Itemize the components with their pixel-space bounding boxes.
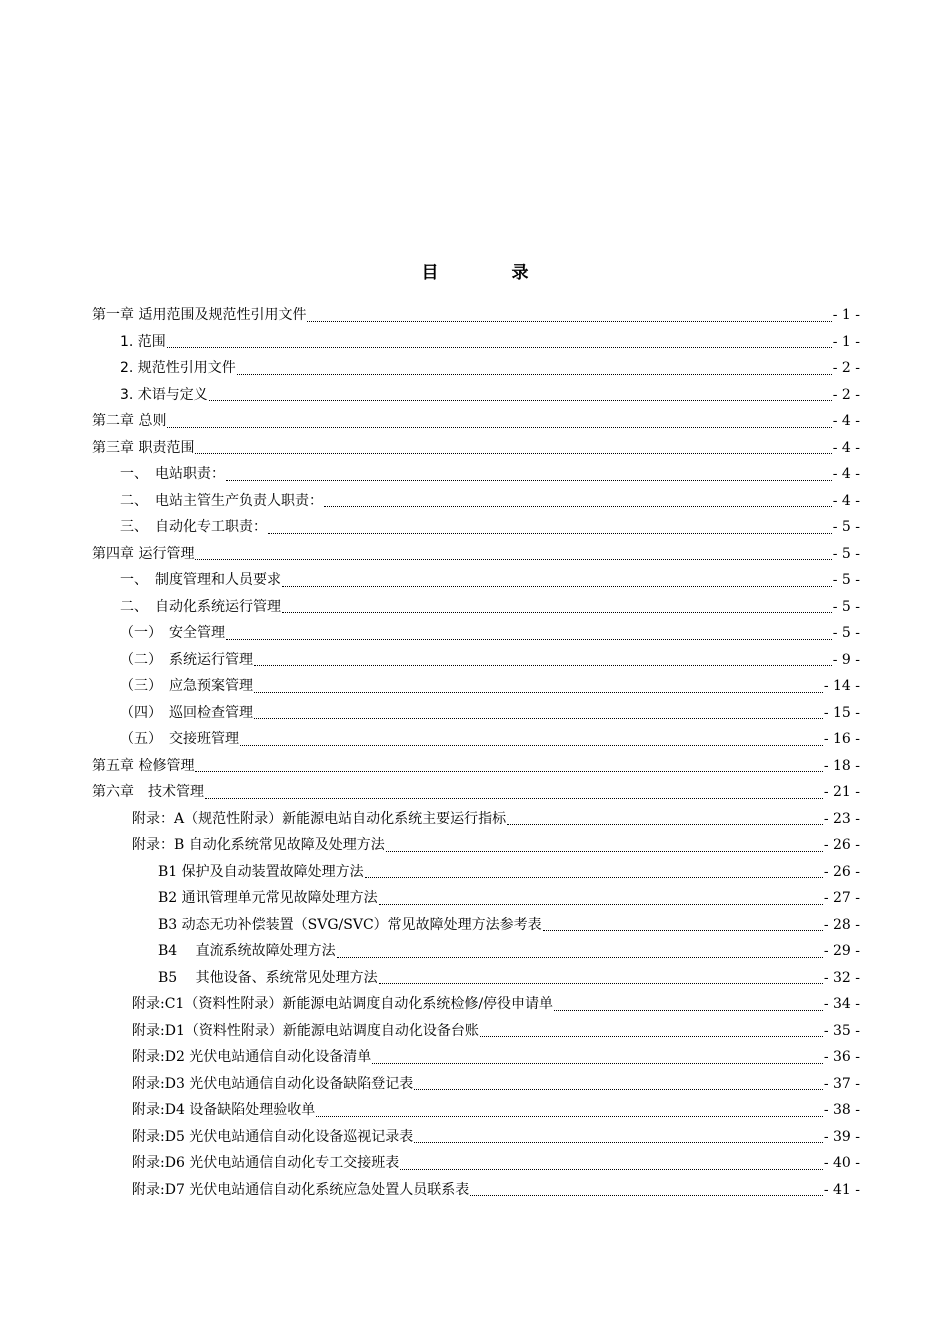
toc-entry-title bbox=[92, 408, 166, 434]
toc-entry-title bbox=[132, 1044, 371, 1070]
toc-entry-label: 第四章 运行管理 bbox=[92, 545, 195, 562]
toc-entry[interactable] bbox=[92, 991, 860, 1018]
dot-leader bbox=[240, 744, 823, 746]
toc-entry[interactable] bbox=[92, 673, 860, 700]
toc-entry[interactable] bbox=[92, 1018, 860, 1045]
toc-entry-title bbox=[132, 1124, 413, 1150]
toc-entry[interactable] bbox=[92, 408, 860, 435]
toc-entry-page: - 2 - bbox=[832, 386, 860, 403]
table-of-contents bbox=[92, 302, 860, 1203]
toc-entry-label: 附录:D1（资料性附录）新能源电站调度自动化设备台账 bbox=[132, 1022, 479, 1039]
toc-entry-page: - 39 - bbox=[823, 1128, 860, 1145]
toc-entry-label: 附录：A（规范性附录）新能源电站自动化系统主要运行指标 bbox=[132, 810, 507, 827]
toc-entry-title bbox=[132, 1097, 315, 1123]
toc-entry-number: 3. bbox=[120, 386, 134, 403]
toc-entry-page: - 32 - bbox=[823, 969, 860, 986]
toc-entry-label: B1 保护及自动装置故障处理方法 bbox=[158, 863, 364, 880]
toc-entry[interactable] bbox=[92, 832, 860, 859]
toc-entry[interactable] bbox=[92, 355, 860, 382]
dot-leader bbox=[365, 876, 823, 878]
toc-entry-title bbox=[120, 329, 166, 355]
toc-entry[interactable] bbox=[92, 1124, 860, 1151]
dot-leader bbox=[379, 982, 823, 984]
toc-entry-title bbox=[120, 355, 236, 381]
dot-leader bbox=[337, 956, 823, 958]
toc-entry[interactable] bbox=[92, 620, 860, 647]
dot-leader bbox=[307, 320, 831, 322]
toc-entry[interactable] bbox=[92, 382, 860, 409]
toc-entry-title bbox=[158, 938, 336, 964]
dot-leader bbox=[209, 399, 832, 401]
toc-entry-page: - 1 - bbox=[832, 307, 860, 323]
toc-entry-label: B3 动态无功补偿装置（SVG/SVC）常见故障处理方法参考表 bbox=[158, 916, 542, 933]
toc-entry-page: - 5 - bbox=[832, 625, 860, 641]
dot-leader bbox=[167, 346, 832, 348]
toc-entry[interactable] bbox=[92, 541, 860, 568]
toc-entry-page: - 5 - bbox=[832, 519, 860, 535]
toc-entry-page: - 5 - bbox=[832, 572, 860, 588]
toc-entry[interactable] bbox=[92, 594, 860, 621]
toc-entry-title bbox=[92, 435, 194, 461]
toc-entry-label: 附录:D2 光伏电站通信自动化设备清单 bbox=[132, 1049, 372, 1065]
toc-entry[interactable] bbox=[92, 1044, 860, 1071]
toc-entry-page: - 4 - bbox=[832, 466, 860, 482]
toc-entry-title bbox=[132, 832, 385, 858]
toc-entry-page: - 26 - bbox=[823, 837, 860, 853]
dot-leader bbox=[414, 1141, 823, 1143]
toc-entry-label: B5 其他设备、系统常见处理方法 bbox=[158, 969, 378, 986]
toc-entry-page: - 1 - bbox=[832, 333, 860, 350]
toc-entry-label: 一、 制度管理和人员要求 bbox=[120, 572, 281, 588]
toc-entry-label: 附录：B 自动化系统常见故障及处理方法 bbox=[132, 837, 385, 853]
toc-entry-page: - 9 - bbox=[832, 651, 860, 668]
toc-entry-title bbox=[120, 382, 208, 408]
toc-entry[interactable] bbox=[92, 329, 860, 356]
toc-entry-title bbox=[92, 779, 204, 805]
toc-entry[interactable] bbox=[92, 488, 860, 515]
toc-entry[interactable] bbox=[92, 435, 860, 462]
toc-entry-title bbox=[158, 965, 378, 991]
toc-entry[interactable] bbox=[92, 567, 860, 594]
toc-title: 目 录 bbox=[421, 263, 557, 283]
toc-entry[interactable] bbox=[92, 1150, 860, 1177]
toc-entry-title bbox=[120, 647, 253, 673]
toc-entry[interactable] bbox=[92, 779, 860, 806]
toc-entry-page: - 26 - bbox=[823, 863, 860, 880]
toc-entry-number: 1. bbox=[120, 333, 134, 350]
dot-leader bbox=[195, 770, 822, 772]
toc-entry[interactable] bbox=[92, 1097, 860, 1124]
toc-entry[interactable] bbox=[92, 461, 860, 488]
toc-entry[interactable] bbox=[92, 753, 860, 780]
toc-entry-title bbox=[120, 461, 225, 487]
toc-entry-label: 第二章 总则 bbox=[92, 413, 167, 429]
toc-entry[interactable] bbox=[92, 302, 860, 329]
dot-leader bbox=[372, 1062, 823, 1064]
dot-leader bbox=[386, 850, 823, 852]
toc-entry-title bbox=[120, 488, 323, 514]
dot-leader bbox=[470, 1194, 823, 1196]
toc-entry-title bbox=[132, 991, 553, 1017]
toc-entry-label: 二、 电站主管生产负责人职责： bbox=[120, 492, 323, 509]
toc-entry-label: （三） 应急预案管理 bbox=[120, 678, 253, 694]
toc-entry-label: 附录:D4 设备缺陷处理验收单 bbox=[132, 1102, 316, 1118]
dot-leader bbox=[254, 717, 823, 719]
toc-entry-label: （五） 交接班管理 bbox=[120, 731, 239, 747]
dot-leader bbox=[195, 452, 831, 454]
toc-entry-page: - 38 - bbox=[823, 1102, 860, 1118]
toc-entry[interactable] bbox=[92, 647, 860, 674]
toc-entry-page: - 36 - bbox=[823, 1049, 860, 1065]
toc-entry-title bbox=[120, 700, 253, 726]
toc-entry-label: 附录:D6 光伏电站通信自动化专工交接班表 bbox=[132, 1155, 400, 1171]
toc-entry-label: 附录:D3 光伏电站通信自动化设备缺陷登记表 bbox=[132, 1075, 414, 1092]
toc-entry-label: 附录:D5 光伏电站通信自动化设备巡视记录表 bbox=[132, 1128, 414, 1145]
toc-entry-title bbox=[158, 859, 364, 885]
toc-entry[interactable] bbox=[92, 514, 860, 541]
toc-entry-label: 范围 bbox=[133, 333, 166, 350]
toc-entry-title bbox=[158, 885, 378, 911]
toc-entry-page: - 16 - bbox=[823, 731, 860, 747]
toc-entry-label: 一、 电站职责： bbox=[120, 466, 225, 482]
toc-entry-title bbox=[120, 567, 281, 593]
toc-entry-page: - 28 - bbox=[823, 916, 860, 933]
toc-entry-page: - 35 - bbox=[823, 1022, 860, 1039]
toc-entry-label: B2 通讯管理单元常见故障处理方法 bbox=[158, 890, 378, 906]
dot-leader bbox=[379, 903, 823, 905]
toc-entry-page: - 4 - bbox=[832, 413, 860, 429]
toc-entry-label: 附录:C1（资料性附录）新能源电站调度自动化系统检修/停役申请单 bbox=[132, 996, 554, 1012]
dot-leader bbox=[268, 532, 832, 534]
toc-entry-page: - 5 - bbox=[832, 598, 860, 615]
toc-entry-label: （二） 系统运行管理 bbox=[120, 651, 253, 668]
dot-leader bbox=[316, 1115, 823, 1117]
dot-leader bbox=[400, 1168, 823, 1170]
toc-entry[interactable] bbox=[92, 938, 860, 965]
toc-entry-page: - 14 - bbox=[823, 678, 860, 694]
toc-entry-title bbox=[92, 302, 306, 328]
dot-leader bbox=[507, 823, 823, 825]
toc-entry[interactable] bbox=[92, 859, 860, 886]
toc-entry-title bbox=[132, 1150, 399, 1176]
toc-entry-label: 附录:D7 光伏电站通信自动化系统应急处置人员联系表 bbox=[132, 1181, 470, 1198]
toc-entry-label: 二、 自动化系统运行管理 bbox=[120, 598, 281, 615]
toc-entry-title bbox=[158, 912, 542, 938]
toc-entry-title bbox=[92, 541, 194, 567]
dot-leader bbox=[324, 505, 832, 507]
toc-entry[interactable] bbox=[92, 700, 860, 727]
toc-entry-title bbox=[132, 1071, 413, 1097]
toc-entry-page: - 21 - bbox=[823, 784, 860, 800]
toc-entry-page: - 40 - bbox=[823, 1155, 860, 1171]
toc-entry-label: 三、 自动化专工职责： bbox=[120, 519, 267, 535]
toc-entry-title bbox=[120, 594, 281, 620]
toc-entry-page: - 4 - bbox=[832, 439, 860, 456]
toc-entry-label: 第五章 检修管理 bbox=[92, 757, 195, 774]
toc-entry-title bbox=[132, 1177, 469, 1203]
toc-entry-title bbox=[120, 514, 267, 540]
toc-entry[interactable] bbox=[92, 726, 860, 753]
dot-leader bbox=[282, 585, 832, 587]
toc-entry[interactable] bbox=[92, 885, 860, 912]
dot-leader bbox=[195, 558, 831, 560]
toc-entry[interactable] bbox=[92, 912, 860, 939]
dot-leader bbox=[254, 691, 823, 693]
toc-entry-page: - 18 - bbox=[823, 757, 860, 774]
toc-entry-page: - 2 - bbox=[832, 360, 860, 376]
toc-entry-label: （一） 安全管理 bbox=[120, 625, 225, 641]
dot-leader bbox=[226, 638, 832, 640]
toc-entry-page: - 41 - bbox=[823, 1181, 860, 1198]
dot-leader bbox=[480, 1035, 823, 1037]
dot-leader bbox=[543, 929, 823, 931]
dot-leader bbox=[205, 797, 823, 799]
toc-entry-title bbox=[120, 726, 239, 752]
toc-entry[interactable] bbox=[92, 965, 860, 992]
toc-entry-page: - 27 - bbox=[823, 890, 860, 906]
toc-entry-label: 第三章 职责范围 bbox=[92, 439, 195, 456]
toc-entry-page: - 29 - bbox=[823, 943, 860, 959]
toc-entry[interactable] bbox=[92, 1071, 860, 1098]
dot-leader bbox=[282, 611, 832, 613]
toc-entry-label: （四） 巡回检查管理 bbox=[120, 704, 253, 721]
toc-entry-title bbox=[120, 620, 225, 646]
dot-leader bbox=[167, 426, 831, 428]
toc-entry-title bbox=[120, 673, 253, 699]
dot-leader bbox=[414, 1088, 823, 1090]
dot-leader bbox=[237, 373, 832, 375]
dot-leader bbox=[254, 664, 832, 666]
toc-entry-page: - 5 - bbox=[832, 545, 860, 562]
toc-entry-page: - 37 - bbox=[823, 1075, 860, 1092]
toc-entry-title bbox=[132, 1018, 479, 1044]
toc-entry-page: - 15 - bbox=[823, 704, 860, 721]
toc-entry-page: - 4 - bbox=[832, 492, 860, 509]
toc-entry-label: 术语与定义 bbox=[133, 386, 208, 403]
toc-entry-label: 第六章 技术管理 bbox=[92, 784, 204, 800]
toc-entry-title bbox=[92, 753, 194, 779]
toc-entry-page: - 34 - bbox=[823, 996, 860, 1012]
dot-leader bbox=[554, 1009, 823, 1011]
toc-entry-label: 第一章 适用范围及规范性引用文件 bbox=[92, 307, 307, 323]
toc-entry-label: 规范性引用文件 bbox=[133, 360, 236, 376]
toc-entry-label: B4 直流系统故障处理方法 bbox=[158, 943, 336, 959]
toc-entry-number: 2. bbox=[120, 360, 134, 376]
dot-leader bbox=[226, 479, 832, 481]
toc-entry-title bbox=[132, 806, 506, 832]
toc-entry[interactable] bbox=[92, 1177, 860, 1204]
toc-entry-page: - 23 - bbox=[823, 810, 860, 827]
toc-entry[interactable] bbox=[92, 806, 860, 833]
